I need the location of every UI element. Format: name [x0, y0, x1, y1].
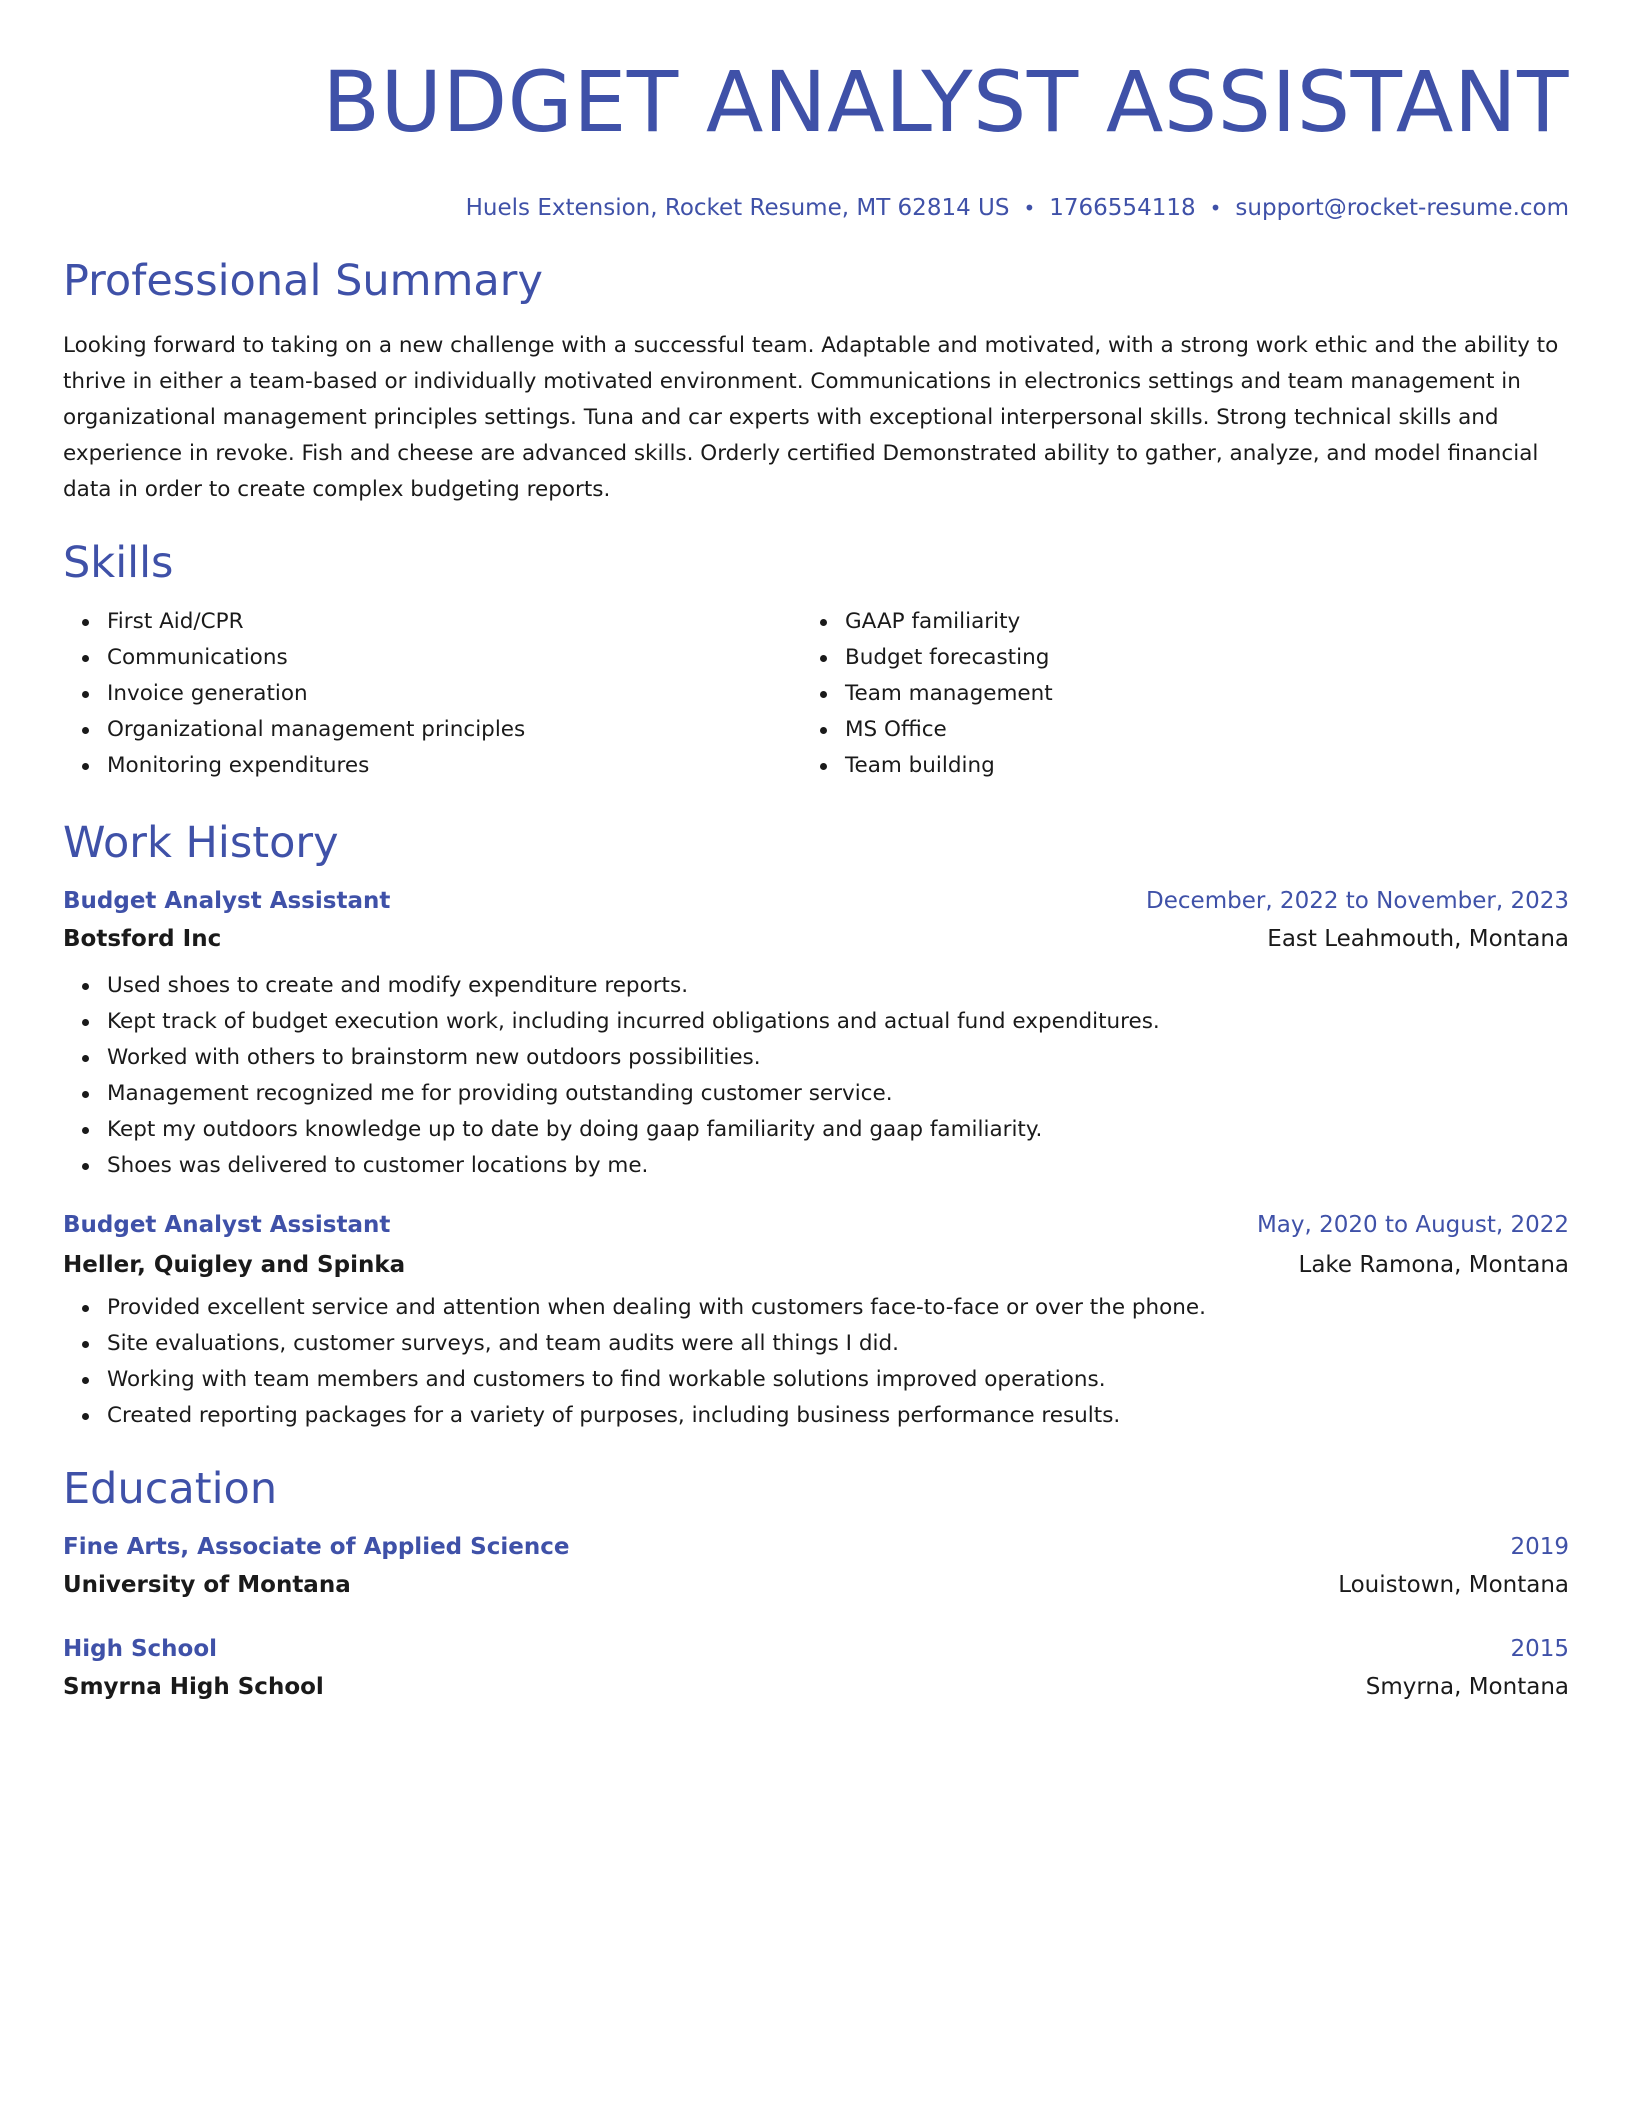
skill-item: Monitoring expenditures	[107, 748, 801, 784]
job-bullets	[63, 968, 1569, 1184]
job-bullets	[63, 1290, 1569, 1434]
skill-item: MS Office	[845, 712, 1539, 748]
job-dates: May, 2020 to August, 2022	[1256, 1212, 1569, 1238]
contact-separator: •	[1023, 196, 1036, 220]
skill-item: Organizational management principles	[107, 712, 801, 748]
job-bullet: Shoes was delivered to customer locations by me.	[107, 1148, 1569, 1184]
job-bullet: Worked with others to brainstorm new outdoors possibilities.	[107, 1040, 1569, 1076]
skills-heading: Skills	[63, 538, 174, 588]
education-school: Smyrna High School	[63, 1674, 324, 1700]
education-school-row	[63, 1570, 1569, 1600]
skills-column-left	[63, 604, 801, 784]
job-dates: December, 2022 to November, 2023	[1146, 888, 1569, 914]
job-company-row	[63, 1250, 1569, 1280]
skill-item: Team building	[845, 748, 1539, 784]
resume-name: BUDGET ANALYST ASSISTANT	[322, 53, 1569, 151]
job-title: Budget Analyst Assistant	[63, 888, 391, 914]
education-entry	[63, 1634, 1569, 1702]
summary-heading: Professional Summary	[63, 256, 543, 306]
skill-item: Communications	[107, 640, 801, 676]
education-degree-row	[63, 1532, 1569, 1562]
job-bullet: Working with team members and customers to find workable solutions improved operations.	[107, 1362, 1569, 1398]
education-school: University of Montana	[63, 1572, 351, 1598]
summary-text: Looking forward to taking on a new challenge with a successful team. Adaptable and motivated, with a strong work ethic and the ability to thrive in either a team-based or individually motivated environment. Communications in electronics settings and team management in organizational management principles settings. Tuna and car experts with exceptional interpersonal skills. Strong technical skills and experience in revoke. Fish and cheese are advanced skills. Orderly certified Demonstrated ability to gather, analyze, and model financial data in order to create complex budgeting reports.	[63, 333, 1559, 502]
skills-column-right	[801, 604, 1539, 784]
job-title-row	[63, 886, 1569, 916]
skill-item: Invoice generation	[107, 676, 801, 712]
contact-separator: •	[1209, 196, 1222, 220]
job-title: Budget Analyst Assistant	[63, 1212, 391, 1238]
job-entry	[63, 1210, 1569, 1434]
job-bullet: Management recognized me for providing outstanding customer service.	[107, 1076, 1569, 1112]
job-entry	[63, 886, 1569, 1184]
skills-list-left	[63, 604, 801, 784]
job-company: Botsford Inc	[63, 926, 222, 952]
job-bullet: Provided excellent service and attention when dealing with customers face-to-face or over the phone.	[107, 1290, 1569, 1326]
job-bullet: Kept track of budget execution work, including incurred obligations and actual fund expenditures.	[107, 1004, 1569, 1040]
skills-section	[63, 536, 1569, 784]
contact-address: Huels Extension, Rocket Resume, MT 62814 US	[465, 195, 1010, 221]
job-bullet: Kept my outdoors knowledge up to date by doing gaap familiarity and gaap familiarity.	[107, 1112, 1569, 1148]
work-history-heading: Work History	[63, 818, 339, 868]
education-entry	[63, 1532, 1569, 1600]
education-degree-row	[63, 1634, 1569, 1664]
job-bullet: Used shoes to create and modify expenditure reports.	[107, 968, 1569, 1004]
job-bullet: Created reporting packages for a variety of purposes, including business performance results.	[107, 1398, 1569, 1434]
work-history-section	[63, 816, 1569, 1434]
job-location: East Leahmouth, Montana	[1267, 926, 1569, 952]
skill-item: Budget forecasting	[845, 640, 1539, 676]
contact-line	[63, 194, 1569, 222]
education-section	[63, 1462, 1569, 1702]
job-bullet: Site evaluations, customer surveys, and team audits were all things I did.	[107, 1326, 1569, 1362]
skill-item: Team management	[845, 676, 1539, 712]
education-year: 2015	[1510, 1636, 1569, 1662]
skills-grid	[63, 604, 1569, 784]
contact-email: support@rocket-resume.com	[1235, 195, 1569, 221]
education-degree: Fine Arts, Associate of Applied Science	[63, 1534, 570, 1560]
job-company-row	[63, 924, 1569, 954]
job-company: Heller, Quigley and Spinka	[63, 1252, 406, 1278]
education-year: 2019	[1510, 1534, 1569, 1560]
education-heading: Education	[63, 1464, 278, 1514]
job-title-row	[63, 1210, 1569, 1240]
summary-section	[63, 254, 1569, 508]
skills-list-right	[801, 604, 1539, 784]
education-school-row	[63, 1672, 1569, 1702]
skill-item: GAAP familiarity	[845, 604, 1539, 640]
education-degree: High School	[63, 1636, 218, 1662]
education-location: Louistown, Montana	[1338, 1572, 1569, 1598]
skill-item: First Aid/CPR	[107, 604, 801, 640]
contact-phone: 1766554118	[1049, 195, 1196, 221]
education-location: Smyrna, Montana	[1365, 1674, 1569, 1700]
job-location: Lake Ramona, Montana	[1298, 1252, 1569, 1278]
